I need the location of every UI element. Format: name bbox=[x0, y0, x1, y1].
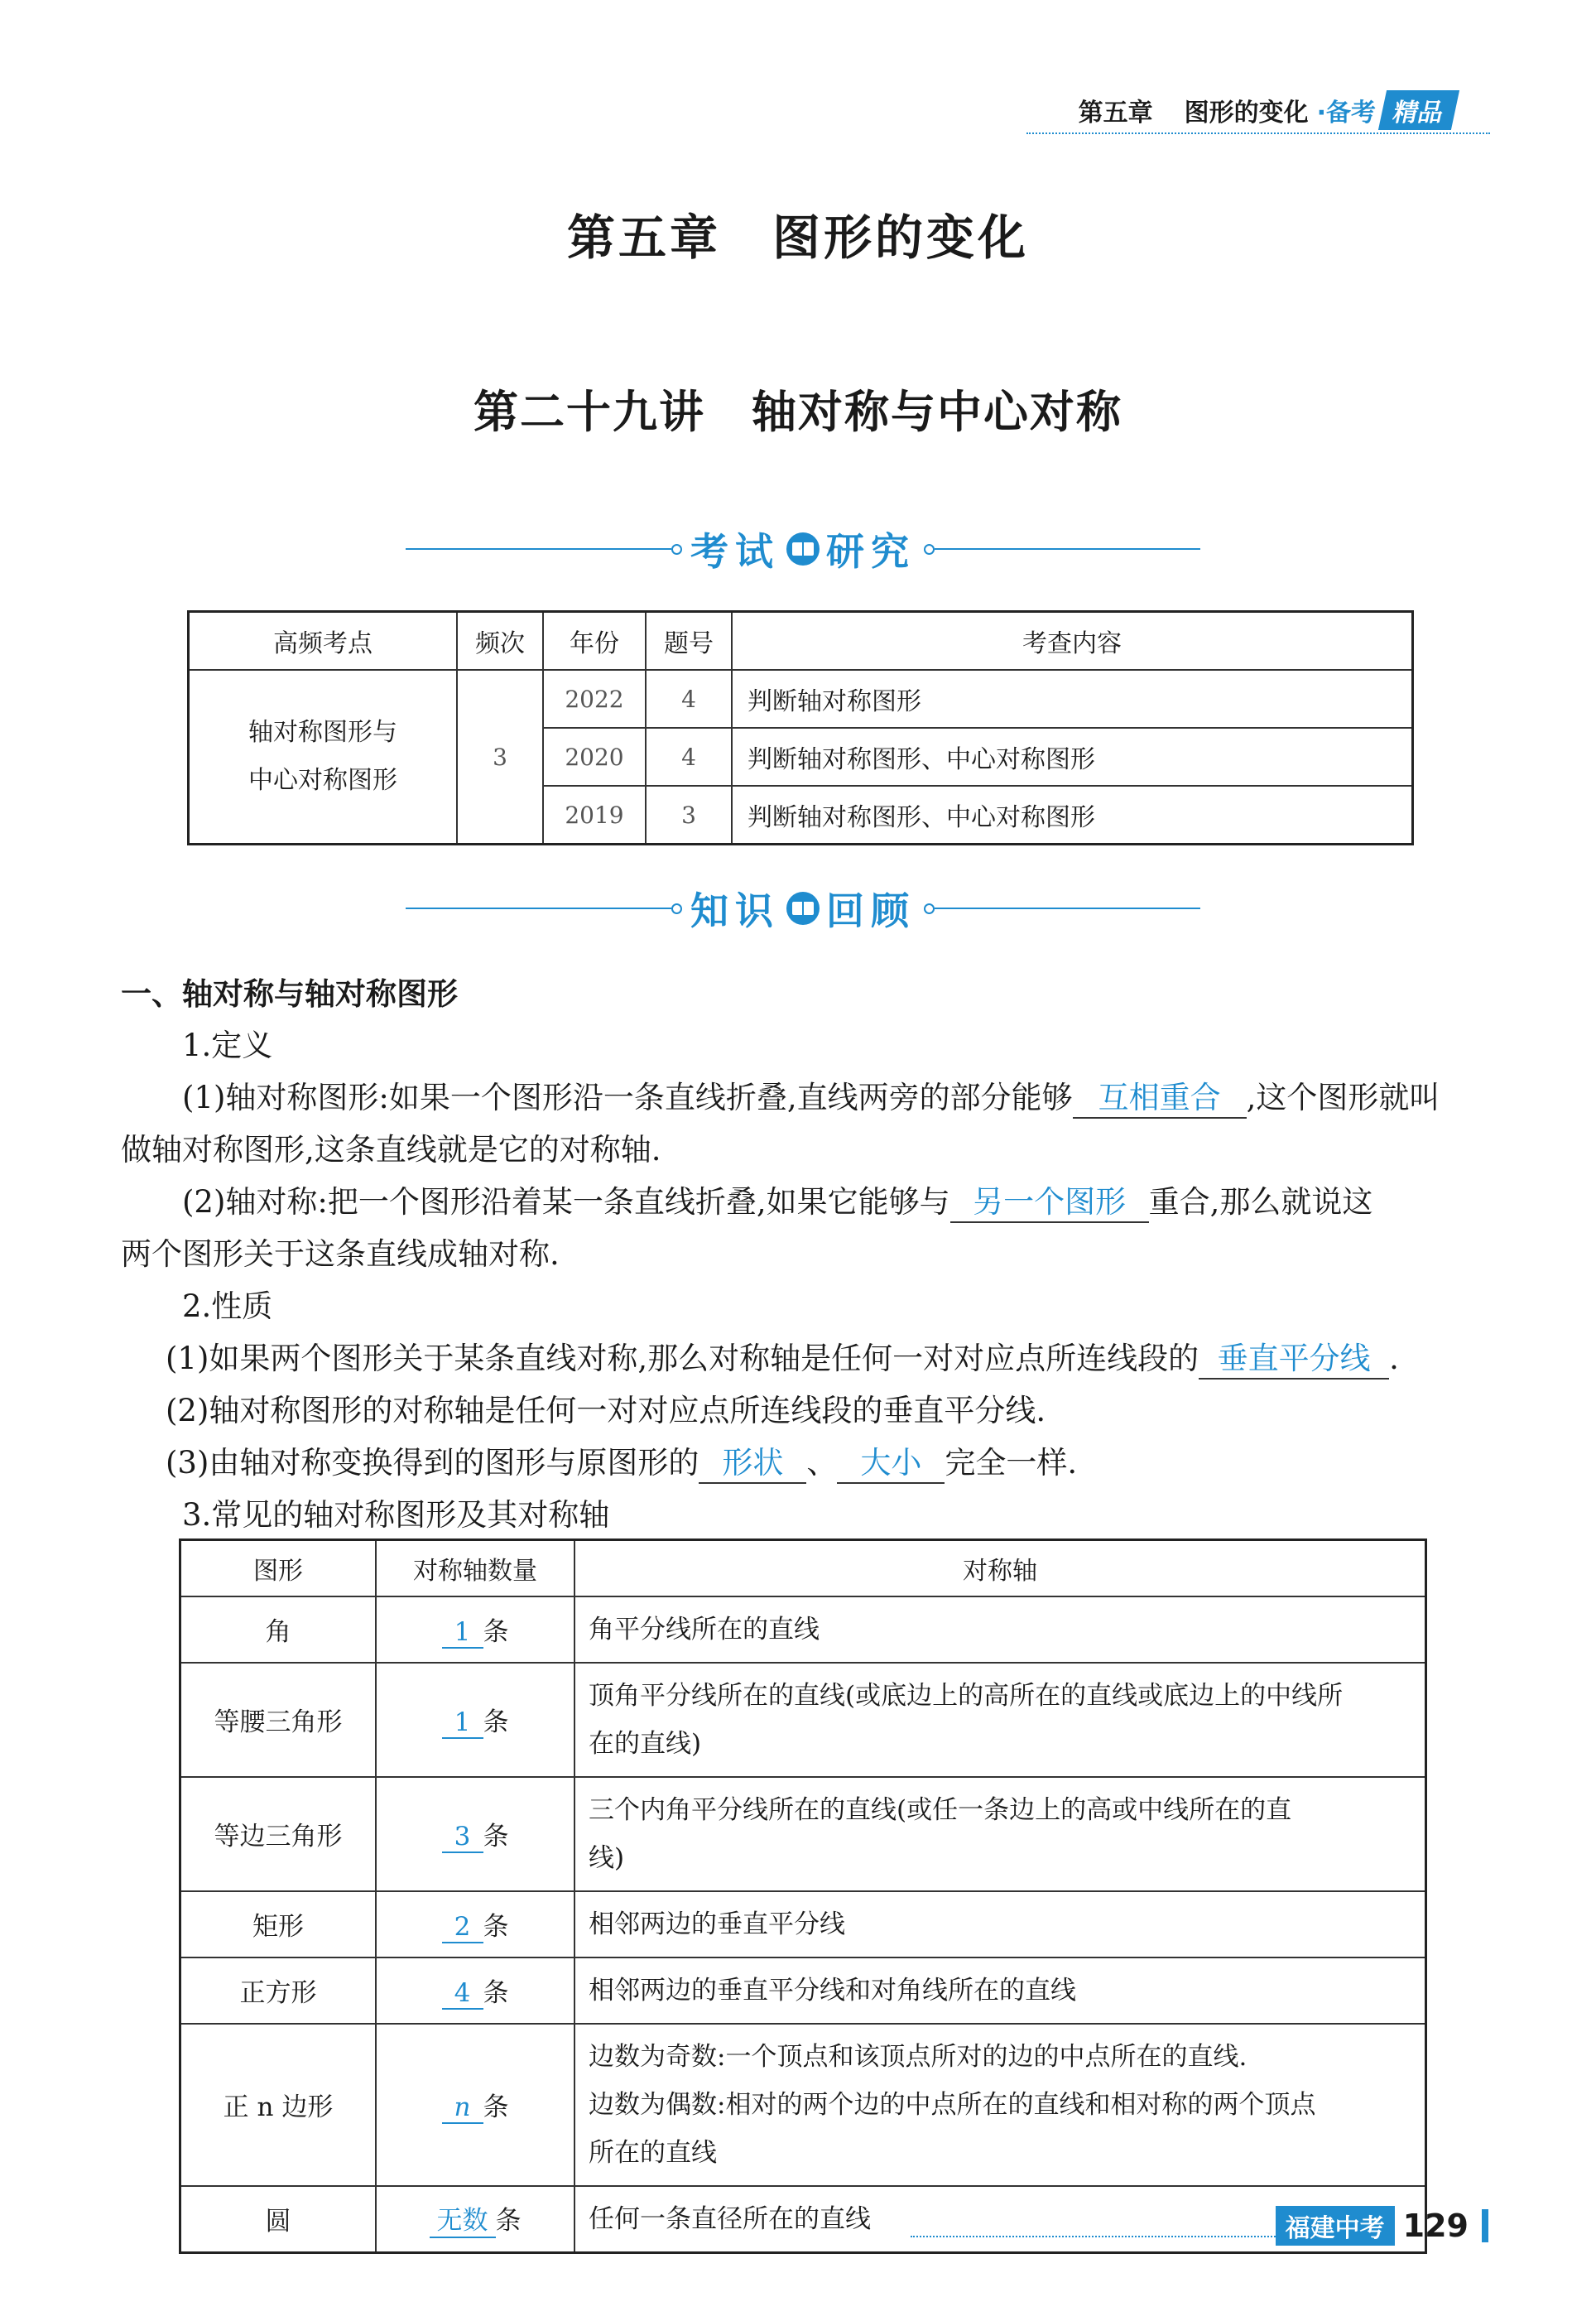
answer-blank: 另一个图形 bbox=[950, 1177, 1149, 1223]
answer-blank: 大小 bbox=[837, 1437, 945, 1484]
text: (1)如果两个图形关于某条直线对称,那么对称轴是任何一对对应点所连线段的 bbox=[166, 1341, 1199, 1376]
th-shape: 图形 bbox=[180, 1540, 377, 1596]
axis-cell bbox=[574, 1957, 1426, 2024]
definition-1 bbox=[182, 1072, 1440, 1119]
banner-right: 回顾 bbox=[826, 888, 916, 933]
th-topic: 高频考点 bbox=[189, 612, 458, 671]
exam-table bbox=[187, 610, 1414, 845]
th-year: 年份 bbox=[543, 612, 646, 671]
axis-line: 三个内角平分线所在的直线(或任一条边上的高或中线所在的直 bbox=[589, 1794, 1292, 1825]
th-content: 考查内容 bbox=[732, 612, 1413, 671]
topic-line: 轴对称图形与 bbox=[248, 718, 397, 747]
answer-blank: 无数 bbox=[430, 2199, 496, 2238]
count-cell bbox=[376, 1957, 574, 2024]
banner-dot bbox=[924, 903, 935, 914]
axis-line: 相邻两边的垂直平分线 bbox=[589, 1909, 845, 1939]
axis-line: 所在的直线 bbox=[589, 2137, 717, 2168]
unit: 条 bbox=[495, 2206, 522, 2236]
shape-cell: 矩形 bbox=[180, 1891, 377, 1957]
definition-2 bbox=[182, 1177, 1372, 1223]
count-cell bbox=[376, 1777, 574, 1891]
table-row bbox=[180, 1596, 1426, 1663]
banner-exam-research bbox=[406, 520, 1200, 578]
number-cell: 4 bbox=[646, 728, 732, 786]
footer-bar bbox=[1482, 2209, 1488, 2242]
answer-blank: 1 bbox=[442, 1617, 483, 1649]
shape-cell: 圆 bbox=[180, 2186, 377, 2253]
axis-cell bbox=[574, 1596, 1426, 1663]
answer-blank: 4 bbox=[442, 1978, 483, 2010]
content-cell: 判断轴对称图形、中心对称图形 bbox=[732, 786, 1413, 845]
number-cell: 3 bbox=[646, 786, 732, 845]
th-frequency: 频次 bbox=[457, 612, 543, 671]
text: 重合,那么就说这 bbox=[1148, 1184, 1373, 1220]
table-row bbox=[180, 1663, 1426, 1777]
shape-cell: 正 n 边形 bbox=[180, 2024, 377, 2186]
text: (1)轴对称图形:如果一个图形沿一条直线折叠,直线两旁的部分能够 bbox=[182, 1080, 1073, 1115]
banner-line bbox=[406, 548, 671, 550]
content-cell: 判断轴对称图形 bbox=[732, 670, 1413, 728]
table-row bbox=[180, 1891, 1426, 1957]
answer-blank: 形状 bbox=[699, 1437, 806, 1484]
banner-dot bbox=[924, 544, 935, 555]
unit: 条 bbox=[483, 1616, 509, 1647]
banner-knowledge-review bbox=[406, 879, 1200, 937]
text: 完全一样. bbox=[945, 1445, 1078, 1481]
answer-blank: 1 bbox=[442, 1707, 483, 1739]
year-cell: 2020 bbox=[543, 728, 646, 786]
answer-blank: 2 bbox=[442, 1912, 483, 1943]
th-axis: 对称轴 bbox=[574, 1540, 1426, 1596]
table-row bbox=[180, 1957, 1426, 2024]
year-cell: 2022 bbox=[543, 670, 646, 728]
answer-blank: 互相重合 bbox=[1073, 1072, 1247, 1119]
topic-cell bbox=[189, 670, 458, 845]
axis-line: 角平分线所在的直线 bbox=[589, 1614, 820, 1644]
number-cell: 4 bbox=[646, 670, 732, 728]
banner-dot bbox=[671, 903, 682, 914]
unit: 条 bbox=[483, 1977, 509, 2008]
year-cell: 2019 bbox=[543, 786, 646, 845]
answer-blank: 垂直平分线 bbox=[1199, 1333, 1389, 1380]
shape-cell: 等腰三角形 bbox=[180, 1663, 377, 1777]
subheading-common-shapes: 3.常见的轴对称图形及其对称轴 bbox=[182, 1497, 610, 1533]
text: (2)轴对称:把一个图形沿着某一条直线折叠,如果它能够与 bbox=[182, 1184, 950, 1220]
unit: 条 bbox=[483, 1911, 509, 1942]
chapter-title: 第五章 图形的变化 bbox=[566, 209, 1029, 266]
banner-dot bbox=[671, 544, 682, 555]
answer-blank: 3 bbox=[442, 1822, 483, 1853]
header-chapter: 第五章 bbox=[1078, 99, 1153, 128]
axis-cell bbox=[574, 1891, 1426, 1957]
definition-1-cont: 做轴对称图形,这条直线就是它的对称轴. bbox=[121, 1132, 661, 1168]
axis-line: 线) bbox=[589, 1842, 625, 1873]
topic-line: 中心对称图形 bbox=[248, 766, 397, 795]
subheading-definition: 1.定义 bbox=[182, 1028, 273, 1063]
running-header bbox=[1079, 89, 1455, 131]
property-3 bbox=[166, 1437, 1077, 1484]
axis-line: 任何一条直径所在的直线 bbox=[589, 2203, 871, 2234]
shape-table bbox=[179, 1539, 1427, 2254]
unit: 条 bbox=[483, 1821, 509, 1852]
shape-cell: 等边三角形 bbox=[180, 1777, 377, 1891]
axis-line: 顶角平分线所在的直线(或底边上的高所在的直线或底边上的中线所 bbox=[589, 1680, 1344, 1711]
header-section: 图形的变化 bbox=[1184, 99, 1309, 128]
banner-line bbox=[935, 908, 1200, 909]
count-cell bbox=[376, 2024, 574, 2186]
axis-cell bbox=[574, 1777, 1426, 1891]
axis-cell bbox=[574, 1663, 1426, 1777]
axis-line: 相邻两边的垂直平分线和对角线所在的直线 bbox=[589, 1975, 1076, 2006]
table-row bbox=[180, 2024, 1426, 2186]
banner-right: 研究 bbox=[826, 529, 916, 574]
footer-rule bbox=[911, 2236, 1291, 2237]
count-cell bbox=[376, 2186, 574, 2253]
count-cell bbox=[376, 1663, 574, 1777]
shape-cell: 正方形 bbox=[180, 1957, 377, 2024]
axis-line: 在的直线) bbox=[589, 1728, 702, 1759]
content-cell: 判断轴对称图形、中心对称图形 bbox=[732, 728, 1413, 786]
text: . bbox=[1389, 1341, 1399, 1376]
table-header-row bbox=[189, 612, 1413, 671]
table-row bbox=[180, 2186, 1426, 2253]
th-count: 对称轴数量 bbox=[376, 1540, 574, 1596]
text: ,这个图形就叫 bbox=[1246, 1080, 1440, 1115]
answer-blank: n bbox=[442, 2092, 483, 2124]
axis-cell bbox=[574, 2024, 1426, 2186]
count-cell bbox=[376, 1596, 574, 1663]
definition-2-cont: 两个图形关于这条直线成轴对称. bbox=[121, 1236, 560, 1272]
shape-cell: 角 bbox=[180, 1596, 377, 1663]
header-rule bbox=[1026, 132, 1490, 134]
table-header-row bbox=[180, 1540, 1426, 1596]
page-number: 129 bbox=[1402, 2208, 1469, 2244]
banner-title bbox=[682, 881, 924, 936]
axis-line: 边数为偶数:相对的两个边的中点所在的直线和相对称的两个顶点 bbox=[589, 2089, 1316, 2120]
book-icon bbox=[786, 532, 820, 566]
header-badge: 精品 bbox=[1378, 90, 1459, 130]
count-cell bbox=[376, 1891, 574, 1957]
table-row bbox=[180, 1777, 1426, 1891]
unit: 条 bbox=[483, 1707, 509, 1737]
frequency-cell: 3 bbox=[457, 670, 543, 845]
property-2: (2)轴对称图形的对称轴是任何一对对应点所连线段的垂直平分线. bbox=[166, 1393, 1046, 1428]
header-prep: ·备考 bbox=[1316, 99, 1376, 128]
banner-line bbox=[406, 908, 671, 909]
banner-title bbox=[682, 522, 924, 576]
table-row bbox=[189, 670, 1413, 728]
unit: 条 bbox=[483, 2092, 509, 2122]
axis-line: 边数为奇数:一个顶点和该顶点所对的边的中点所在的直线. bbox=[589, 2041, 1247, 2072]
footer-tag: 福建中考 bbox=[1276, 2206, 1395, 2246]
banner-line bbox=[935, 548, 1200, 550]
banner-left: 考试 bbox=[690, 529, 780, 574]
th-number: 题号 bbox=[646, 612, 732, 671]
footer bbox=[1276, 2206, 1488, 2246]
lecture-title: 第二十九讲 轴对称与中心对称 bbox=[474, 385, 1122, 438]
property-1 bbox=[166, 1333, 1399, 1380]
section-heading: 一、轴对称与轴对称图形 bbox=[121, 976, 458, 1012]
text: (3)由轴对称变换得到的图形与原图形的 bbox=[166, 1445, 699, 1481]
text: 、 bbox=[806, 1445, 838, 1481]
banner-left: 知识 bbox=[690, 888, 780, 933]
subheading-property: 2.性质 bbox=[182, 1288, 273, 1324]
book-icon bbox=[786, 892, 820, 925]
